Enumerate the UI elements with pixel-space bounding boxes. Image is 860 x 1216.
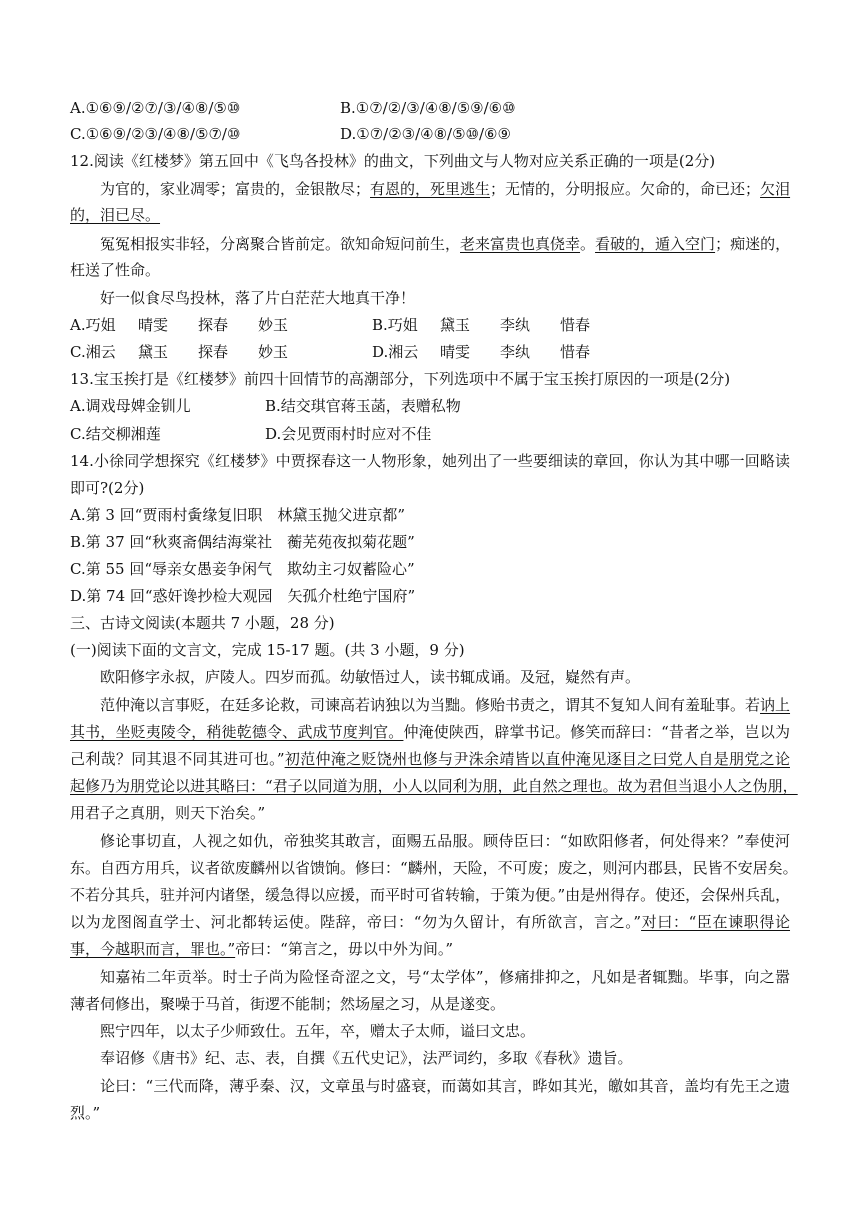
section3-title: 三、古诗文阅读(本题共 7 小题，28 分) (70, 614, 335, 632)
passage-p3-line1: 修论事切直，人视之如仇，帝独奖其敢言，面赐五品服。顾侍臣曰：“如欧阳修者，何处得来？”奉使河 (100, 832, 790, 850)
passage-p2-line4: 起修乃为朋党论以进其略曰：“君子以同道为朋，小人以同利为朋，此自然之理也。故为君但当退小人之伪朋， (70, 777, 798, 795)
q12-lyric-p1: 为官的，家业凋零；富贵的，金银散尽；有恩的，死里逃生；无情的，分明报应。欠命的，命已还；欠泪 (100, 180, 791, 198)
q12-stem: 12.阅读《红楼梦》第五回中《飞鸟各投林》的曲文，下列曲文与人物对应关系正确的一项是(2分) (70, 152, 716, 170)
passage-p2-line2: 其书，坐贬夷陵令，稍徙乾德令、武成节度判官。仲淹使陕西，辟掌书记。修笑而辞曰：“昔者之举，岂以为 (70, 723, 790, 741)
passage-p3-line3: 不若分其兵，驻并河内诸堡，缓急得以应援，而平时可省转输，于策为便。”由是州得存。使还，会保州兵乱， (70, 886, 791, 904)
q13-stem: 13.宝玉挨打是《红楼梦》前四十回情节的高潮部分，下列选项中不属于宝玉挨打原因的一项是(2分) (70, 370, 731, 388)
passage-p3-line5: 事，今越职而言，罪也。”帝曰：“第言之，毋以中外为间。” (70, 940, 454, 958)
passage-p7-line2: 烈。” (70, 1104, 101, 1122)
q12-lyric-p3: 好一似食尽鸟投林，落了片白茫茫大地真干净！ (100, 289, 416, 307)
q11-option-b: B.①⑦/②/③/④⑧/⑤⑨/⑥⑩ (340, 99, 516, 117)
passage-p2-line3: 己利哉？同其退不同其进可也。”初范仲淹之贬饶州也修与尹洙余靖皆以直仲淹见逐目之曰党人自是朋党之论 (70, 750, 790, 768)
q14-option-d: D.第 74 回“惑奸谗抄检大观园 矢孤介杜绝宁国府” (70, 587, 416, 605)
passage-p5: 熙宁四年，以太子少师致仕。五年，卒，赠太子太师，谥曰文忠。 (100, 1022, 536, 1040)
q11-option-c: C.①⑥⑨/②③/④⑧/⑤⑦/⑩ (70, 125, 241, 143)
q12-lyric-p1-end: 的，泪已尽。 (70, 206, 161, 224)
passage-p4-line1: 知嘉祐二年贡举。时士子尚为险怪奇涩之文，号“太学体”，修痛排抑之，凡如是者辄黜。毕事，向之嚣 (100, 968, 790, 986)
passage-p2-line1: 范仲淹以言事贬，在廷多论救，司谏高若讷独以为当黜。修贻书责之，谓其不复知人间有羞耻事。若讷上 (100, 696, 791, 714)
passage-p1: 欧阳修字永叔，庐陵人。四岁而孤。幼敏悟过人，读书辄成诵。及冠，嶷然有声。 (100, 668, 641, 686)
q12-lyric-p2-end: 枉送了性命。 (70, 261, 161, 279)
q13-option-a: A.调戏母婢金钏儿 (70, 397, 191, 415)
q14-option-b: B.第 37 回“秋爽斋偶结海棠社 蘅芜苑夜拟菊花题” (70, 533, 415, 551)
q11-option-a: A.①⑥⑨/②⑦/③/④⑧/⑤⑩ (70, 99, 241, 117)
passage-p7-line1: 论曰：“三代而降，薄乎秦、汉，文章虽与时盛衰，而蔼如其言，晔如其光，皦如其音，盖均有先王之遗 (100, 1077, 790, 1095)
q14-stem-line2: 即可?(2分) (70, 479, 145, 497)
q12-option-c: C.湘云 黛玉 探春 妙玉 (70, 343, 289, 361)
q13-option-b: B.结交琪官蒋玉菡，表赠私物 (265, 397, 461, 415)
q14-option-c: C.第 55 回“辱亲女愚妾争闲气 欺幼主刁奴蓄险心” (70, 560, 415, 578)
section3-sub1: (一)阅读下面的文言文，完成 15-17 题。(共 3 小题，9 分) (70, 641, 465, 659)
q13-option-d: D.会见贾雨村时应对不佳 (265, 425, 432, 443)
q12-option-b: B.巧姐 黛玉 李纨 惜春 (372, 316, 591, 334)
q14-stem-line1: 14.小徐同学想探究《红楼梦》中贾探春这一人物形象，她列出了一些要细读的章回，你认为其中哪一回略读 (70, 452, 790, 470)
passage-p2-line5: 用君子之真朋，则天下治矣。” (70, 804, 266, 822)
q12-lyric-p2: 冤冤相报实非轻，分离聚合皆前定。欲知命短问前生，老来富贵也真侥幸。看破的，遁入空门；痴迷的， (100, 235, 791, 253)
passage-p6: 奉诏修《唐书》纪、志、表，自撰《五代史记》，法严词约，多取《春秋》遗旨。 (100, 1049, 633, 1067)
q14-option-a: A.第 3 回“贾雨村夤缘复旧职 林黛玉抛父进京都” (70, 506, 406, 524)
q11-option-d: D.①⑦/②③/④⑧/⑤⑩/⑥⑨ (340, 125, 511, 143)
passage-p3-line4: 以为龙图阁直学士、河北都转运使。陛辞，帝曰：“勿为久留计，有所欲言，言之。”对曰：“臣在谏职得论 (70, 913, 791, 931)
q12-option-d: D.湘云 晴雯 李纨 惜春 (372, 343, 591, 361)
q13-option-c: C.结交柳湘莲 (70, 425, 161, 443)
passage-p3-line2: 东。自西方用兵，议者欲废麟州以省馈饷。修曰：“麟州，天险，不可废；废之，则河内郡县，民皆不安居矣。 (70, 859, 798, 877)
passage-p4-line2: 薄者伺修出，聚噪于马首，街逻不能制；然场屋之习，从是遂变。 (70, 995, 506, 1013)
q12-option-a: A.巧姐 晴雯 探春 妙玉 (70, 316, 289, 334)
